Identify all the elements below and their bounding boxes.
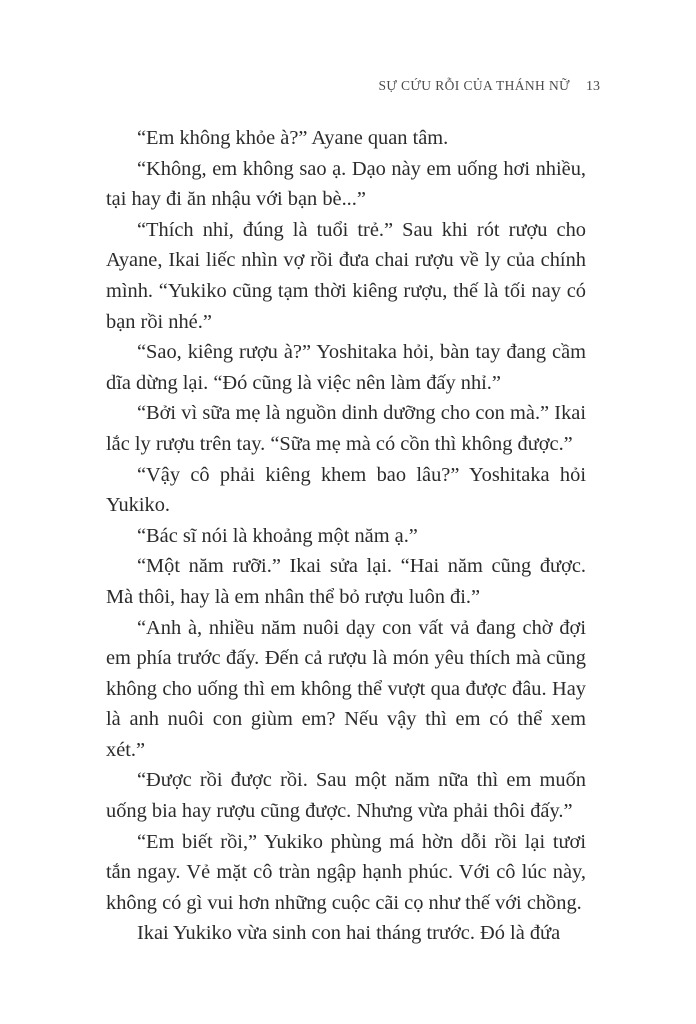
page-number: 13 — [586, 79, 600, 94]
paragraph: “Bởi vì sữa mẹ là nguồn dinh dưỡng cho con mà.” Ikai lắc ly rượu trên tay. “Sữa mẹ mà có cồn thì không được.” — [106, 402, 586, 455]
paragraph: “Sao, kiêng rượu à?” Yoshitaka hỏi, bàn tay đang cầm dĩa dừng lại. “Đó cũng là việc nên làm đấy nhỉ.” — [106, 341, 586, 394]
paragraph: “Không, em không sao ạ. Dạo này em uống hơi nhiều, tại hay đi ăn nhậu với bạn bè...” — [106, 157, 586, 211]
paragraph: “Em không khỏe à?” Ayane quan tâm. — [137, 127, 449, 149]
body-text — [106, 123, 586, 949]
paragraph: “Anh à, nhiều năm nuôi dạy con vất vả đang chờ đợi em phía trước đấy. Đến cả rượu là món yêu thích mà cũng không cho uống thì em không thể vượt qua được đâu. Hay là anh nuôi con giùm em? Nếu vậy thì em có thể xem xét.” — [106, 616, 586, 761]
paragraph: “Một năm rưỡi.” Ikai sửa lại. “Hai năm cũng được. Mà thôi, hay là em nhân thể bỏ rượu luôn đi.” — [106, 555, 586, 608]
paragraph: “Thích nhỉ, đúng là tuổi trẻ.” Sau khi rót rượu cho Ayane, Ikai liếc nhìn vợ rồi đưa chai rượu về ly của chính mình. “Yukiko cũng tạm thời kiêng rượu, thế là tối nay có bạn rồi nhé.” — [106, 218, 586, 333]
paragraph: “Bác sĩ nói là khoảng một năm ạ.” — [137, 524, 418, 547]
chapter-title: SỰ CỨU RỖI CỦA THÁNH NỮ — [378, 78, 570, 93]
running-header — [378, 78, 600, 95]
paragraph: “Em biết rồi,” Yukiko phùng má hờn dỗi rồi lại tươi tắn ngay. Vẻ mặt cô tràn ngập hạnh phúc. Với cô lúc này, không có gì vui hơn những cuộc cãi cọ như thế với chồng. — [106, 830, 586, 914]
paragraph: “Vậy cô phải kiêng khem bao lâu?” Yoshitaka hỏi Yukiko. — [106, 463, 586, 517]
paragraph: Ikai Yukiko vừa sinh con hai tháng trước. Đó là đứa — [137, 922, 561, 945]
paragraph: “Được rồi được rồi. Sau một năm nữa thì em muốn uống bia hay rượu cũng được. Nhưng vừa phải thôi đấy.” — [106, 769, 586, 823]
